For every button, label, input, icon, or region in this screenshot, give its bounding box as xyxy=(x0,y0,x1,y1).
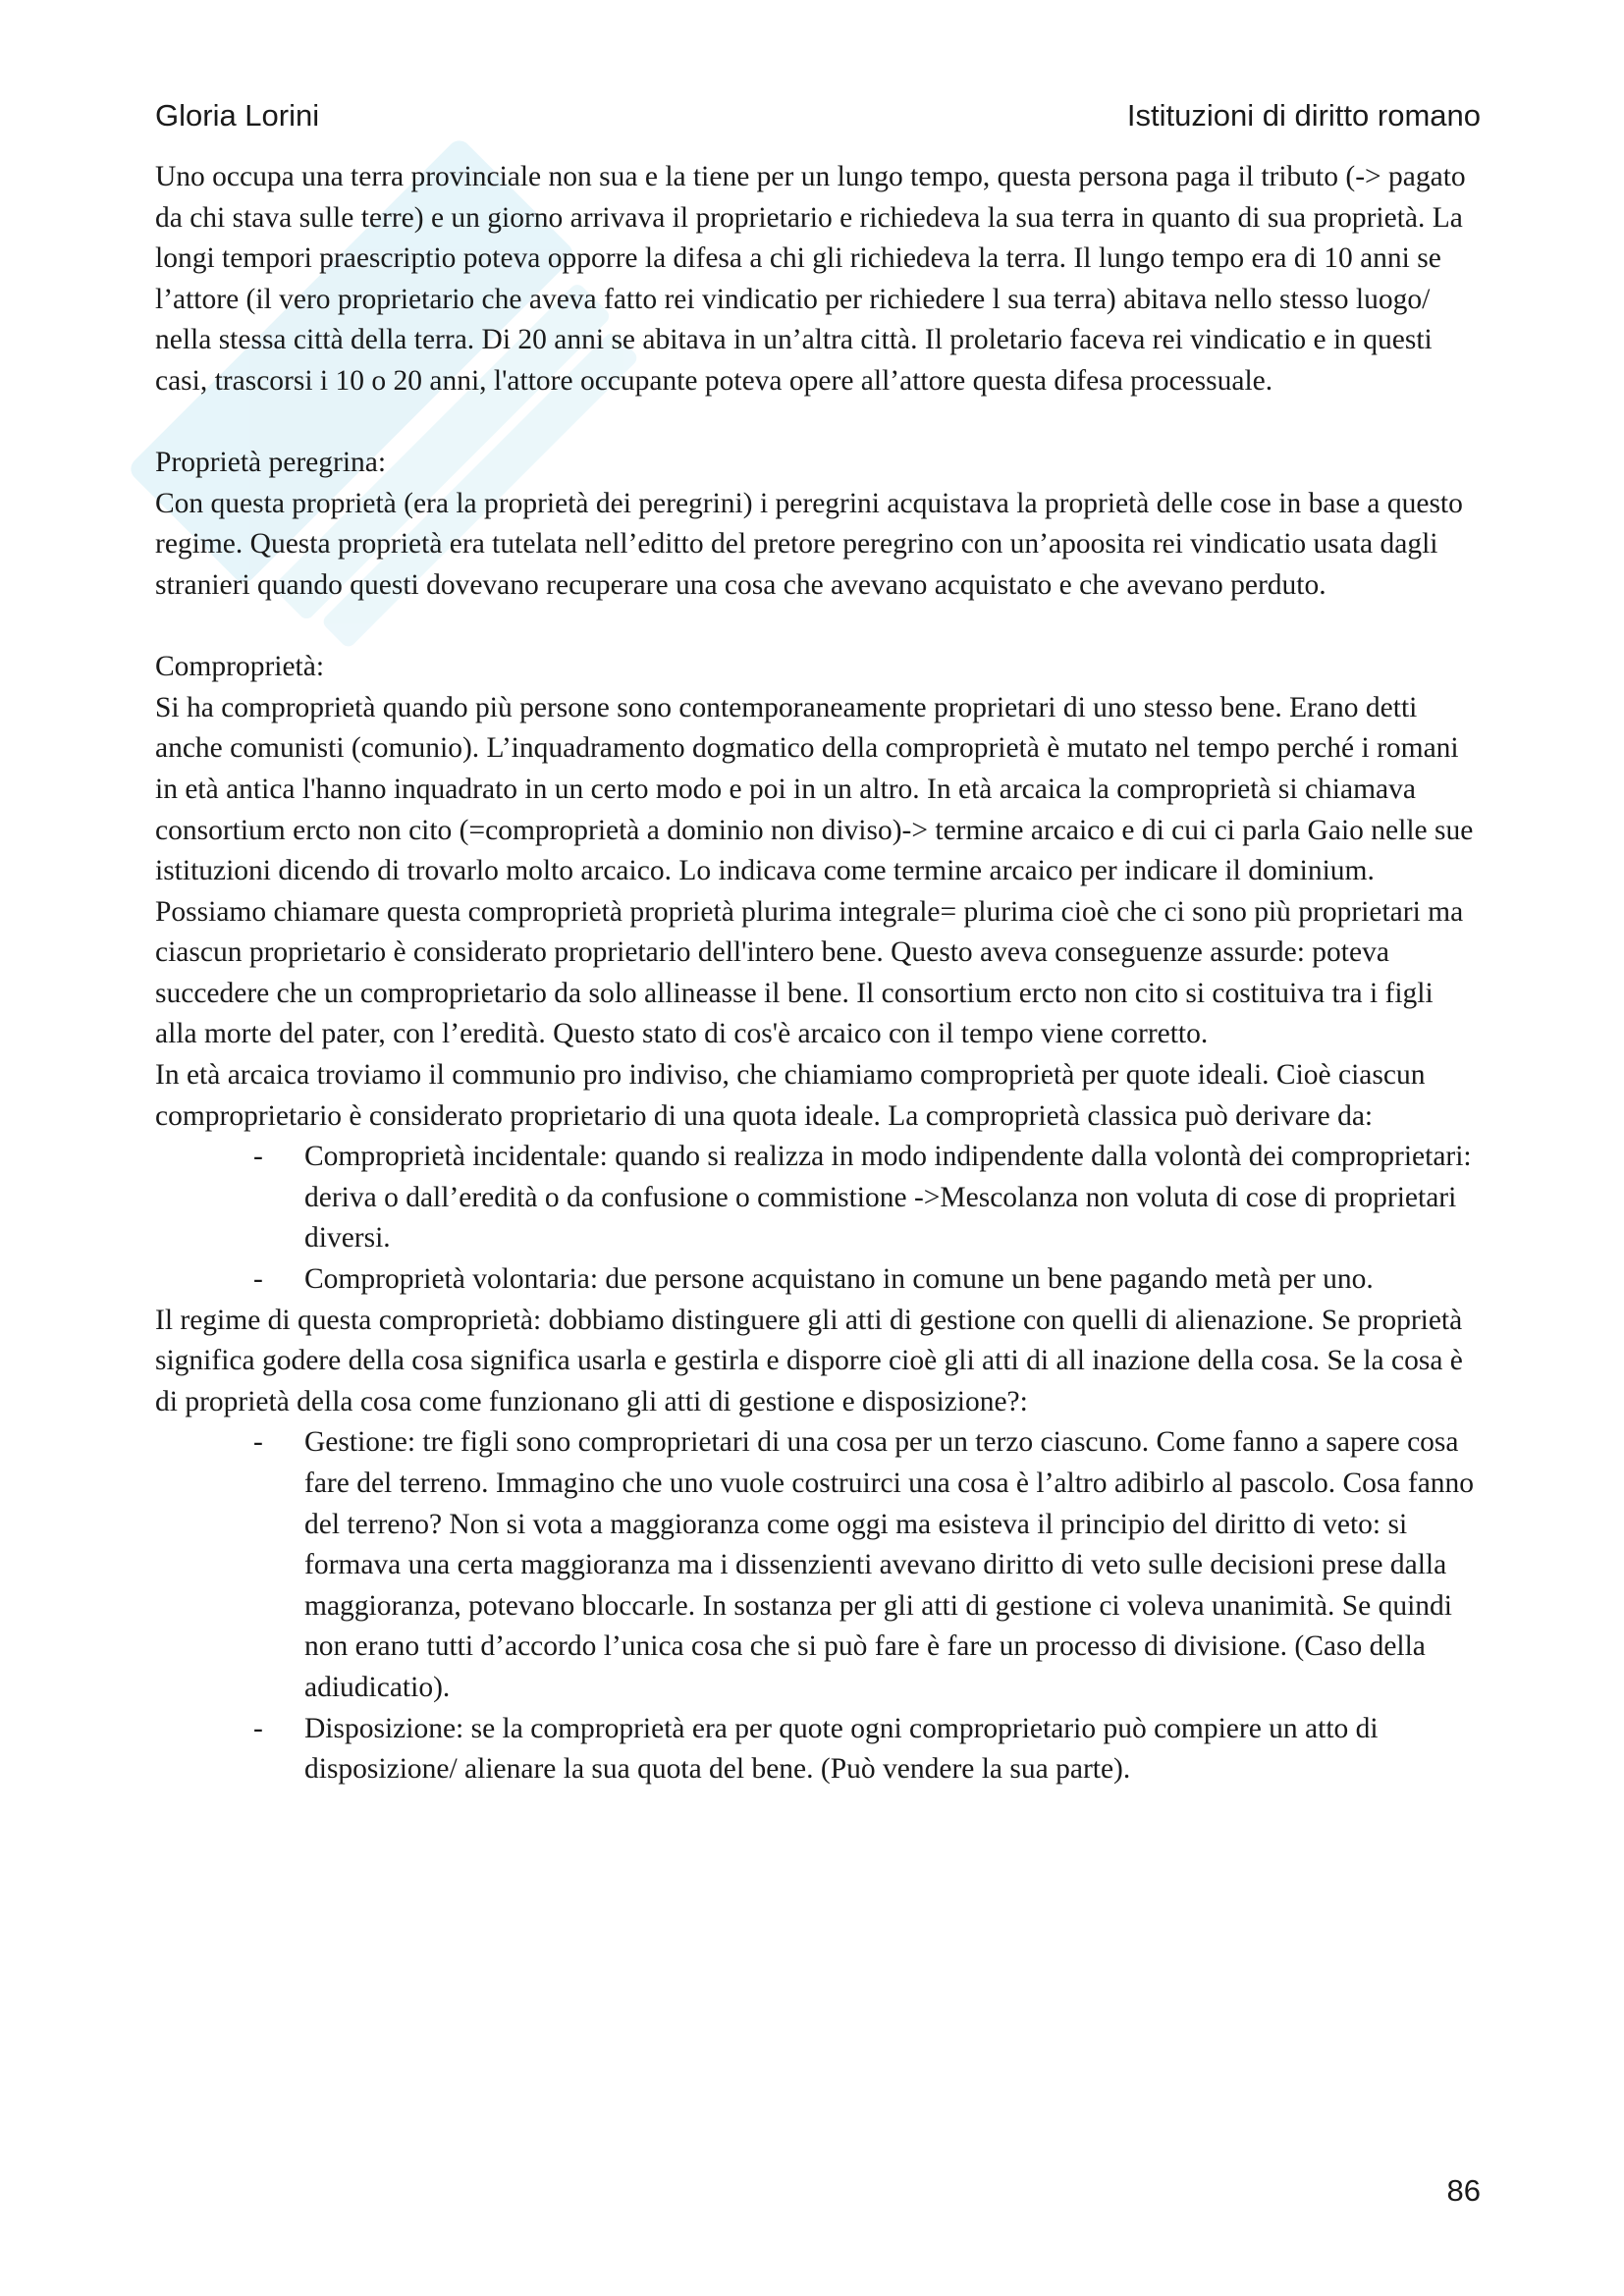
bullet-list-origins xyxy=(155,1137,1481,1300)
bullet-dash: - xyxy=(253,1426,263,1459)
section-heading-comproprieta: Comproprietà: xyxy=(155,651,325,683)
list-item xyxy=(155,1709,1481,1790)
peregrina-paragraph: Con questa proprietà (era la proprietà dei peregrini) i peregrini acquistava la proprietà delle cose in base a questo regime. Questa proprietà era tutelata nell’editto del pretore peregrino con un’apoosita rei vindicatio usata dagli stranieri quando questi dovevano recuperare una cosa che avevano acquistato e che avevano perduto. xyxy=(155,487,1463,601)
list-item-text: Gestione: tre figli sono comproprietari di una cosa per un terzo ciascuno. Come fanno a sapere cosa fare del terreno. Immagino che uno vuole costruirci una cosa è l’altro adibirlo al pascolo. Cosa fanno del terreno? Non si vota a maggioranza come oggi ma esisteva il principio del diritto di veto: si formava una certa maggioranza ma i dissenzienti avevano diritto di veto sulle decisioni prese dalla maggioranza, potevano bloccarle. In sostanza per gli atti di gestione ci voleva unanimità. Se quindi non erano tutti d’accordo l’unica cosa che si può fare è fare un processo di divisione. (Caso della adiudicatio). xyxy=(304,1426,1475,1703)
list-item xyxy=(155,1137,1481,1259)
intro-paragraph: Uno occupa una terra provinciale non sua e la tiene per un lungo tempo, questa persona paga il tributo (-> pagato da chi stava sulle terre) e un giorno arrivava il proprietario e richiedeva la sua terra in quanto di sua proprietà. La longi tempori praescriptio poteva opporre la difesa a chi gli richiedeva la terra. Il lungo tempo era di 10 anni se l’attore (il vero proprietario che aveva fatto rei vindicatio per richiedere l sua terra) abitava nello stesso luogo/ nella stessa città della terra. Di 20 anni se abitava in un’altra città. Il proletario faceva rei vindicatio e in questi casi, trascorsi i 10 o 20 anni, l'attore occupante poteva opere all’attore questa difesa processuale. xyxy=(155,161,1466,397)
page-number: 86 xyxy=(1446,2173,1481,2208)
header-author: Gloria Lorini xyxy=(155,98,320,133)
list-item-text: Comproprietà incidentale: quando si realizza in modo indipendente dalla volontà dei comproprietari: deriva o dall’eredità o da confusione o commistione ->Mescolanza non voluta di cose di proprietari diversi. xyxy=(304,1141,1472,1255)
section-heading-peregrina: Proprietà peregrina: xyxy=(155,447,387,479)
comproprieta-paragraph-3: Il regime di questa comproprietà: dobbiamo distinguere gli atti di gestione con quelli di alienazione. Se proprietà significa godere della cosa significa usarla e gestirla e disporre cioè gli atti di all inazione della cosa. Se la cosa è di proprietà della cosa come funzionano gli atti di gestione e disposizione?: xyxy=(155,1304,1463,1417)
list-item-text: Comproprietà volontaria: due persone acquistano in comune un bene pagando metà per uno. xyxy=(304,1263,1374,1296)
bullet-dash: - xyxy=(253,1263,263,1296)
page-body xyxy=(155,157,1481,1790)
bullet-dash: - xyxy=(253,1712,263,1744)
list-item xyxy=(155,1259,1481,1301)
bullet-dash: - xyxy=(253,1141,263,1173)
header-subject: Istituzioni di diritto romano xyxy=(1126,98,1481,133)
list-item xyxy=(155,1422,1481,1708)
bullet-list-regime xyxy=(155,1422,1481,1789)
list-item-text: Disposizione: se la comproprietà era per quote ogni comproprietario può compiere un atto di disposizione/ alienare la sua quota del bene. (Può vendere la sua parte). xyxy=(304,1712,1379,1786)
comproprieta-paragraph-1: Si ha comproprietà quando più persone sono contemporaneamente proprietari di uno stesso bene. Erano detti anche comunisti (comunio). L’inquadramento dogmatico della comproprietà è mutato nel tempo perché i romani in età antica l'hanno inquadrato in un certo modo e poi in un altro. In età arcaica la comproprietà si chiamava consortium ercto non cito (=comproprietà a dominio non diviso)-> termine arcaico e di cui ci parla Gaio nelle sue istituzioni dicendo di trovarlo molto arcaico. Lo indicava come termine arcaico per indicare il dominium. Possiamo chiamare questa comproprietà proprietà plurima integrale= plurima cioè che ci sono più proprietari ma ciascun proprietario è considerato proprietario dell'intero bene. Questo aveva conseguenze assurde: poteva succedere che un comproprietario da solo allineasse il bene. Il consortium ercto non cito si costituiva tra i figli alla morte del pater, con l’eredità. Questo stato di cos'è arcaico con il tempo viene corretto. xyxy=(155,691,1474,1050)
comproprieta-paragraph-2: In età arcaica troviamo il communio pro indiviso, che chiamiamo comproprietà per quote ideali. Cioè ciascun comproprietario è considerato proprietario di una quota ideale. La comproprietà classica può derivare da: xyxy=(155,1059,1426,1132)
page-header xyxy=(155,98,1481,141)
